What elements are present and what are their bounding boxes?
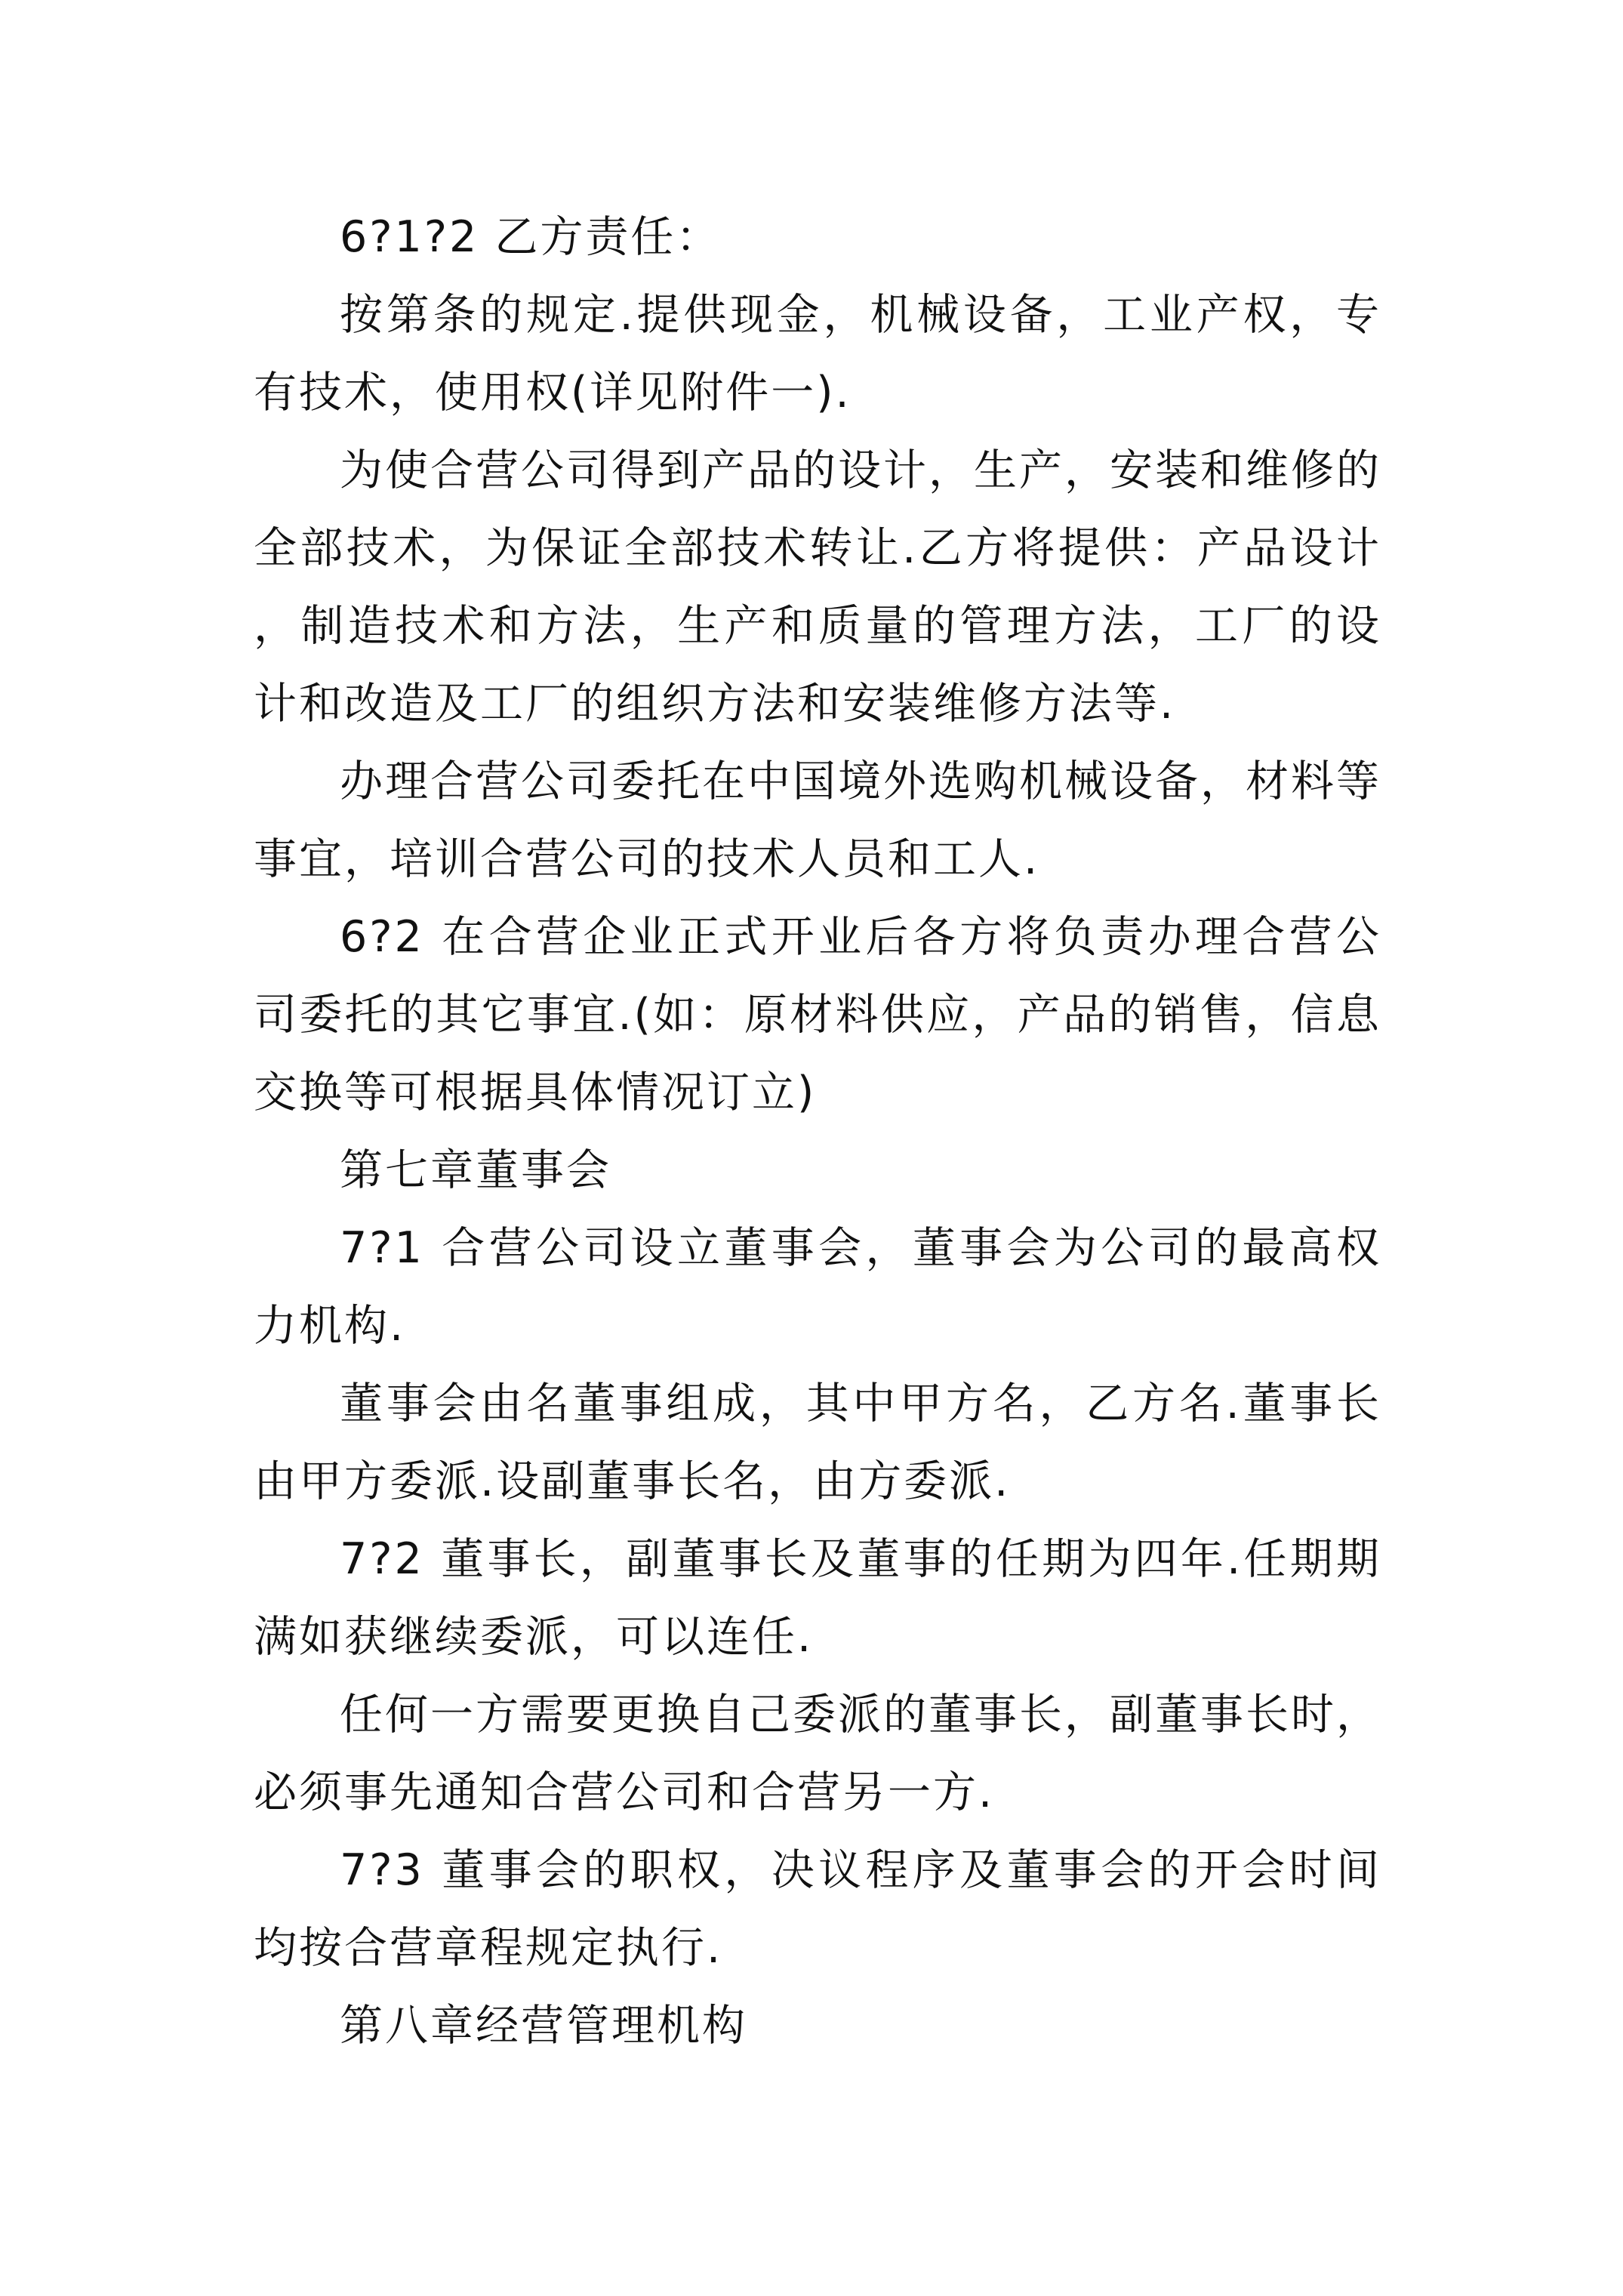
clause-7-2-paragraph: 7?2 董事长，副董事长及董事的任期为四年.任期期满如获继续委派，可以连任. [254,1534,1381,1662]
paragraph-board-composition: 董事会由名董事组成，其中甲方名，乙方名.董事长由甲方委派.设副董事长名，由方委派. [254,1379,1381,1506]
paragraph-procurement-training: 办理合营公司委托在中国境外选购机械设备，材料等事宜，培训合营公司的技术人员和工人. [254,757,1381,884]
clause-7-1-paragraph: 7?1 合营公司设立董事会，董事会为公司的最高权力机构. [254,1223,1381,1351]
chapter-7-heading: 第七章董事会 [340,1145,611,1195]
clause-6-2-paragraph: 6?2 在合营企业正式开业后各方将负责办理合营公司委托的其它事宜.(如：原材料供应，产品的销售，信息交换等可根据具体情况订立) [254,912,1381,1117]
paragraph-party-b-contribution: 按第条的规定.提供现金，机械设备，工业产权，专有技术，使用权(详见附件一). [254,290,1381,418]
chapter-8-heading: 第八章经营管理机构 [340,2001,747,2051]
document-body [254,199,1381,2065]
clause-7-3-paragraph: 7?3 董事会的职权，决议程序及董事会的开会时间均按合营章程规定执行. [254,1845,1381,1973]
paragraph-technology-transfer: 为使合营公司得到产品的设计，生产，安装和维修的全部技术，为保证全部技术转让.乙方将提供：产品设计，制造技术和方法，生产和质量的管理方法，工厂的设计和改造及工厂的组织方法和安装维修方法等. [254,445,1381,729]
clause-6-1-2-heading: 6?1?2 乙方责任： [340,212,722,262]
paragraph-replacement-notice: 任何一方需要更换自己委派的董事长，副董事长时，必须事先通知合营公司和合营另一方. [254,1690,1381,1817]
